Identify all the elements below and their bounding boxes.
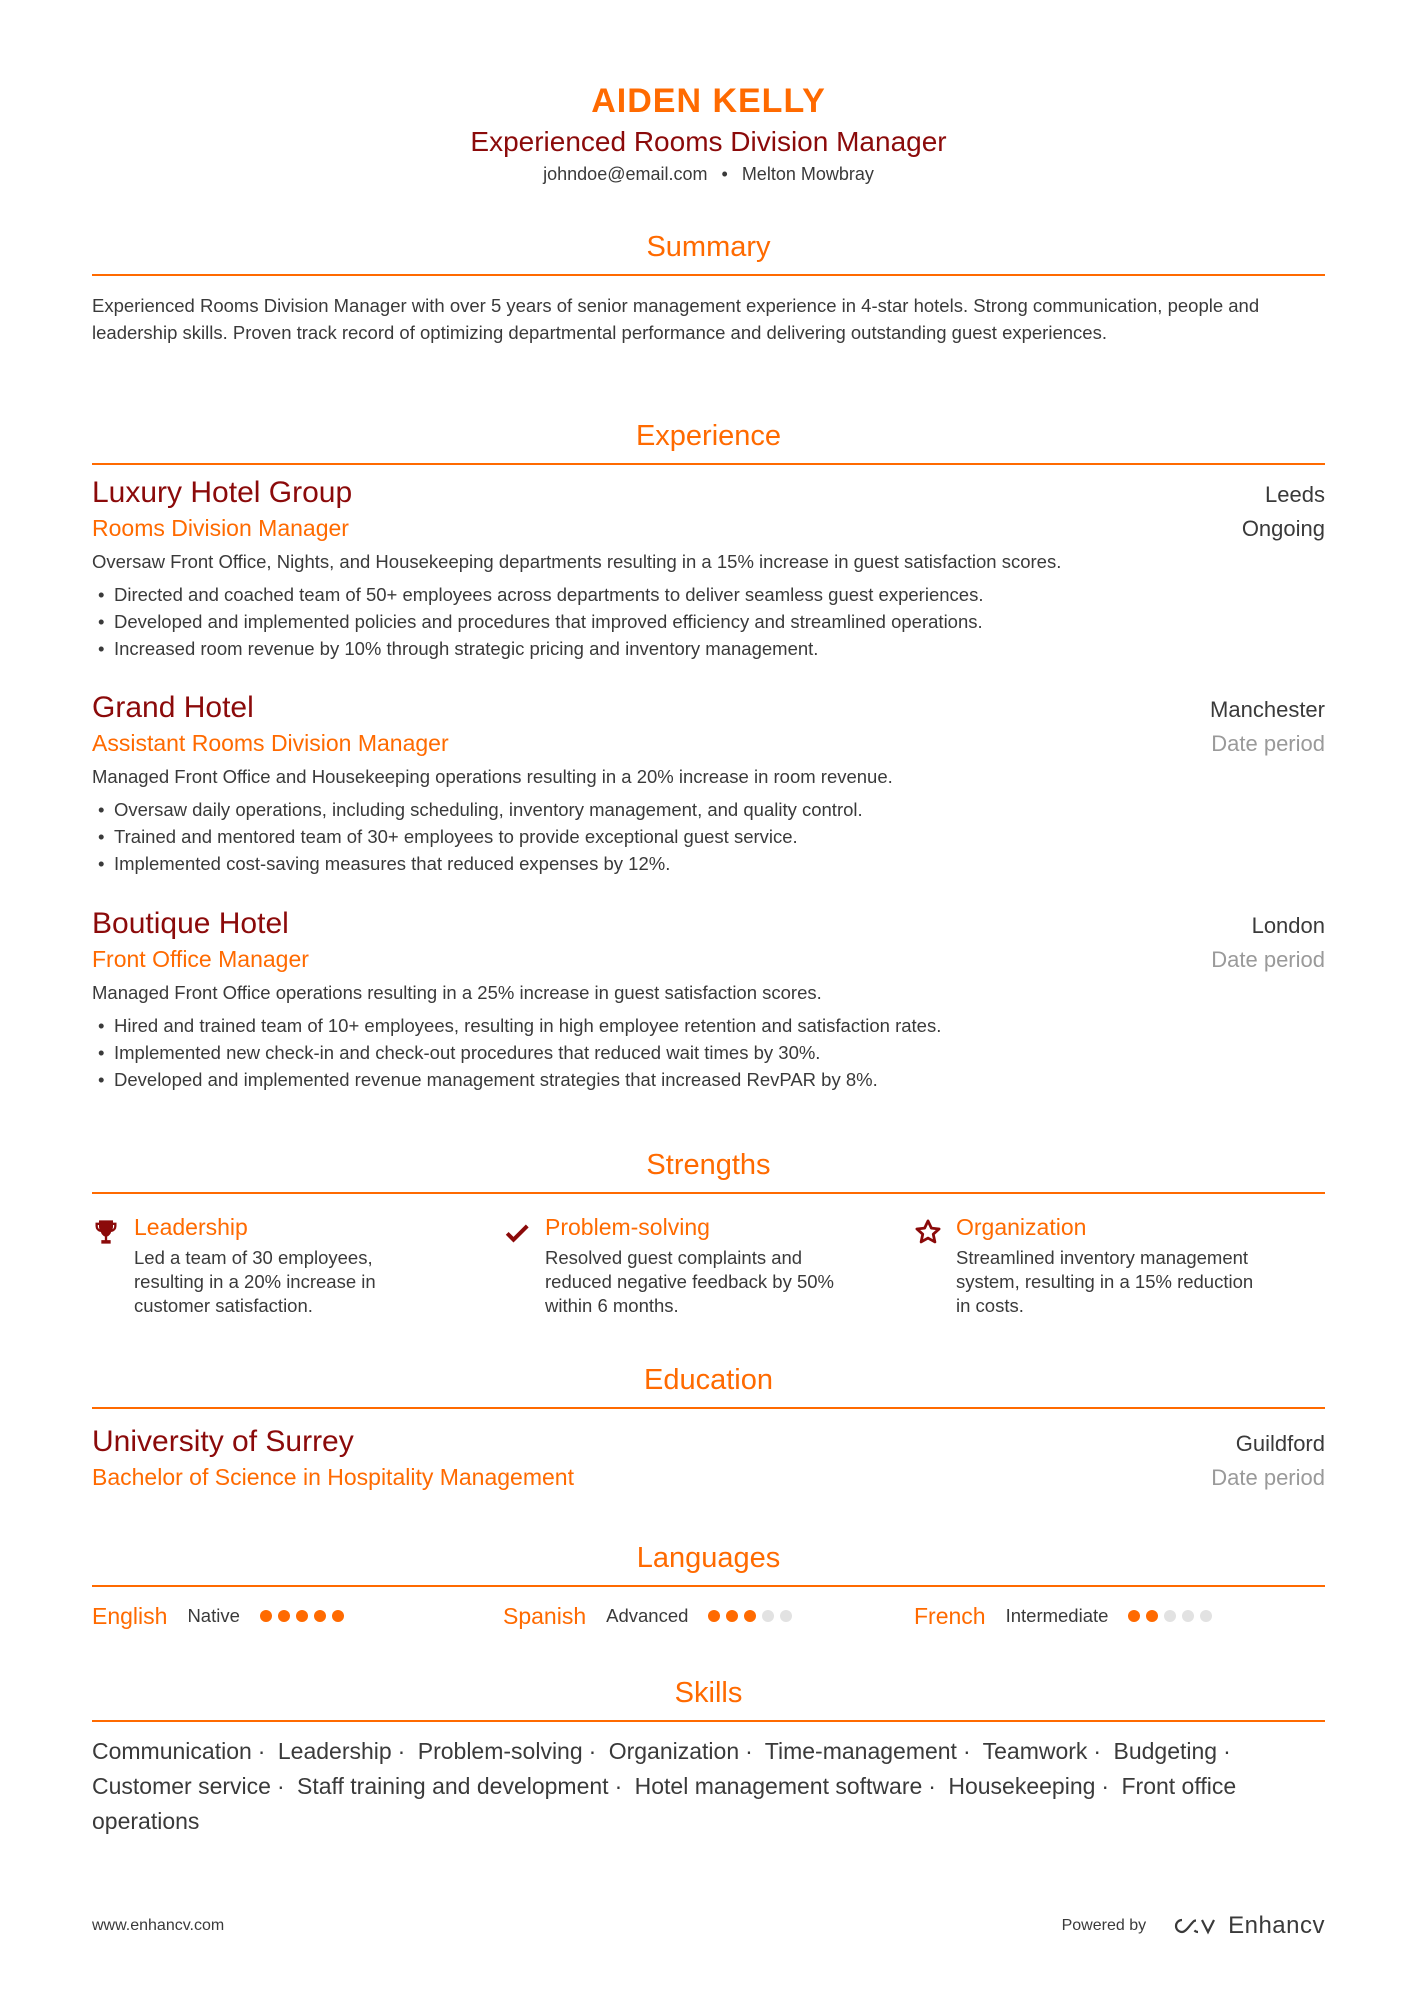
skill-item: Customer service [92,1773,271,1799]
job-location: Leeds [1265,482,1325,507]
rating-dot-filled [314,1610,326,1622]
education-section [92,1361,1325,1494]
strength-name: Organization [956,1214,1087,1240]
skill-item: Organization [608,1738,740,1764]
language-rating [1128,1610,1218,1622]
skill-separator: · [614,1773,623,1799]
bullet-item: • Implemented new check-in and check-out procedures that reduced wait times by 30%. [92,1039,1325,1066]
section-divider [92,1585,1325,1587]
job-description: Managed Front Office operations resulting in a 25% increase in guest satisfaction scores. [92,982,822,1003]
section-title: Skills [674,1677,743,1709]
skills-list [92,1734,1325,1839]
company-name: Boutique Hotel [92,907,289,940]
language-level: Advanced [606,1605,689,1626]
job-description: Managed Front Office and Housekeeping operations resulting in a 20% increase in room revenue. [92,766,893,787]
rating-dot-empty [1200,1610,1212,1622]
language-rating [260,1610,350,1622]
enhancv-logo-icon [1172,1914,1218,1938]
summary-section [92,228,1325,346]
languages-list [92,1601,1325,1631]
job-role: Front Office Manager [92,946,309,972]
language-item [503,1601,914,1631]
rating-dot-empty [780,1610,792,1622]
bullet-item: • Developed and implemented policies and procedures that improved efficiency and streamlined operations. [92,608,1325,635]
skill-item: Housekeeping [948,1773,1096,1799]
strength-item [503,1212,914,1318]
job-bullets [92,1012,1325,1093]
school-location: Guildford [1235,1431,1325,1456]
rating-dot-filled [744,1610,756,1622]
job-bullets [92,581,1325,662]
skill-separator: · [588,1738,597,1764]
contact-line [92,162,1325,186]
rating-dot-filled [278,1610,290,1622]
skill-separator: · [1223,1738,1231,1764]
skill-item: Staff training and development [297,1773,609,1799]
job-date: Date period [1211,947,1325,972]
resume-page [92,0,1325,1995]
language-name: English [92,1603,168,1629]
job-role: Assistant Rooms Division Manager [92,730,449,756]
bullet-item: • Increased room revenue by 10% through strategic pricing and inventory management. [92,635,1325,662]
job-description: Oversaw Front Office, Nights, and Housekeeping departments resulting in a 15% increase in guest satisfaction scores. [92,551,1062,572]
bullet-item: • Developed and implemented revenue management strategies that increased RevPAR by 8%. [92,1066,1325,1093]
experience-entry [92,905,1325,1093]
experience-section [92,417,1325,465]
email[interactable]: johndoe@email.com [543,164,708,184]
skills-section [92,1674,1325,1839]
star-icon [914,1212,956,1318]
bullet-item: • Directed and coached team of 50+ employees across departments to deliver seamless guest experiences. [92,581,1325,608]
brand-name: Enhancv [1228,1912,1325,1939]
candidate-name: AIDEN KELLY [591,82,826,120]
contact-separator: • [721,164,728,184]
skill-item: Time-management [764,1738,957,1764]
strength-description: Led a team of 30 employees, resulting in a 20% increase in customer satisfaction. [134,1247,376,1316]
footer-brand-area [1062,1912,1325,1940]
rating-dot-filled [1128,1610,1140,1622]
strengths-list [92,1212,1325,1318]
skill-item: Teamwork [982,1738,1088,1764]
strength-description: Resolved guest complaints and reduced negative feedback by 50% within 6 months. [545,1247,835,1316]
job-location: London [1251,913,1325,938]
section-divider [92,274,1325,276]
section-divider [92,1407,1325,1409]
language-level: Intermediate [1005,1605,1109,1626]
brand-logo[interactable] [1172,1912,1325,1940]
languages-section [92,1539,1325,1631]
language-level: Native [187,1605,240,1626]
rating-dot-filled [1146,1610,1158,1622]
rating-dot-filled [726,1610,738,1622]
bullet-item: • Oversaw daily operations, including scheduling, inventory management, and quality control. [92,796,1325,823]
school-name: University of Surrey [92,1425,354,1458]
footer-website[interactable]: www.enhancv.com [92,1917,225,1934]
bullet-item: • Implemented cost-saving measures that reduced expenses by 12%. [92,850,1325,877]
rating-dot-filled [332,1610,344,1622]
skill-separator: · [397,1738,406,1764]
section-divider [92,1720,1325,1722]
job-date: Date period [1211,731,1325,756]
section-title: Strengths [646,1149,771,1181]
skill-item: Problem-solving [417,1738,583,1764]
powered-by-label: Powered by [1061,1917,1147,1934]
language-item [914,1601,1325,1631]
strength-description: Streamlined inventory management system, resulting in a 15% reduction in costs. [956,1247,1254,1316]
checkmark-icon [503,1212,545,1318]
strength-name: Leadership [134,1214,248,1240]
job-date: Ongoing [1241,516,1325,541]
section-title: Languages [636,1542,781,1574]
summary-text: Experienced Rooms Division Manager with over 5 years of senior management experience in 4-star hotels. Strong communication, people and leadership skills. Proven track record of optimizing departmental performance and delivering outstanding guest experiences. [92,295,1260,343]
skill-separator: · [276,1773,285,1799]
bullet-item: • Trained and mentored team of 30+ employees to provide exceptional guest service. [92,823,1325,850]
language-name: French [914,1603,986,1629]
resume-header [92,78,1325,186]
trophy-icon [92,1212,134,1318]
job-role: Rooms Division Manager [92,515,349,541]
section-divider [92,463,1325,465]
candidate-title: Experienced Rooms Division Manager [470,126,947,157]
strengths-section [92,1146,1325,1318]
language-item [92,1601,503,1631]
bullet-item: • Hired and trained team of 10+ employees, resulting in high employee retention and satisfaction rates. [92,1012,1325,1039]
skill-item: Communication [92,1738,252,1764]
section-title: Experience [635,420,782,452]
skill-item: Leadership [277,1738,392,1764]
skill-separator: · [1101,1773,1110,1799]
strength-name: Problem-solving [545,1214,710,1240]
skill-separator: · [928,1773,936,1799]
section-title: Education [644,1364,773,1396]
section-divider [92,1192,1325,1194]
skill-separator: · [962,1738,971,1764]
skill-item: Front office operations [92,1773,1237,1834]
strength-item [914,1212,1325,1318]
skill-item: Hotel management software [634,1773,923,1799]
location: Melton Mowbray [741,164,874,184]
experience-entry [92,474,1325,662]
section-title: Summary [646,231,771,263]
rating-dot-filled [260,1610,272,1622]
skill-separator: · [257,1738,266,1764]
skill-item: Budgeting [1113,1738,1218,1764]
company-name: Grand Hotel [92,691,254,724]
rating-dot-empty [1182,1610,1194,1622]
skill-separator: · [1093,1738,1102,1764]
skill-separator: · [745,1738,753,1764]
rating-dot-empty [762,1610,774,1622]
job-bullets [92,796,1325,877]
rating-dot-filled [708,1610,720,1622]
rating-dot-filled [296,1610,308,1622]
job-location: Manchester [1210,697,1325,722]
language-rating [708,1610,798,1622]
strength-item [92,1212,503,1318]
company-name: Luxury Hotel Group [92,476,353,509]
rating-dot-empty [1164,1610,1176,1622]
education-date: Date period [1211,1465,1325,1490]
degree: Bachelor of Science in Hospitality Management [92,1464,574,1490]
footer [92,1912,1325,1940]
experience-entry [92,689,1325,877]
language-name: Spanish [503,1603,587,1629]
